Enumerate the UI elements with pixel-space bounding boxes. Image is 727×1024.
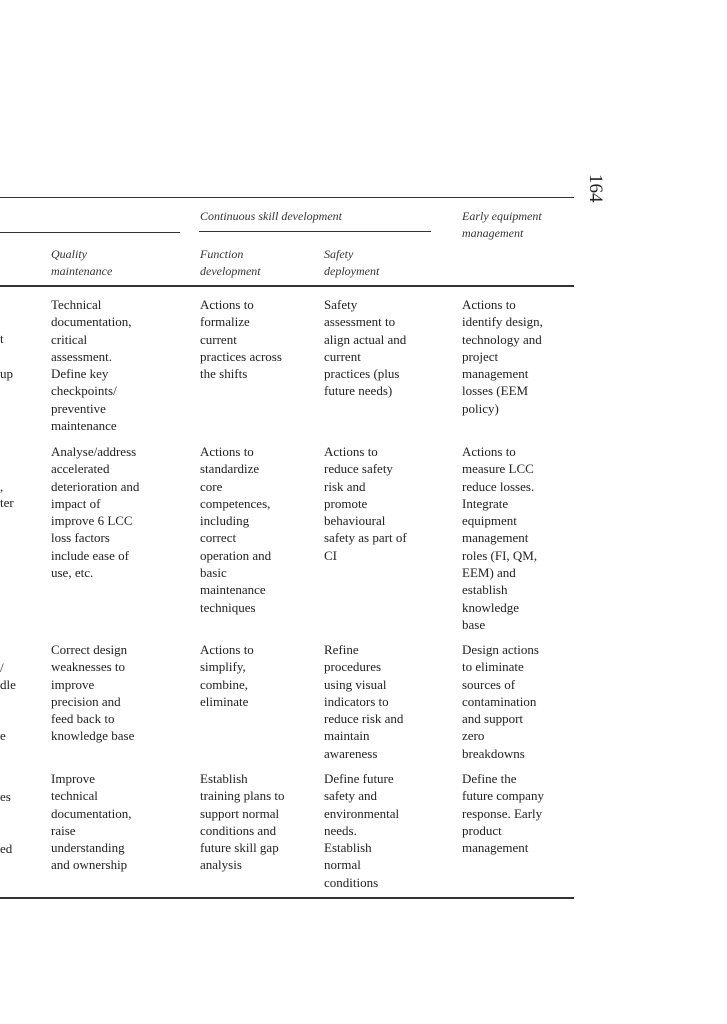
table-cell: Technical documentation, critical assessment. Define key checkpoints/ preventive maintenance [51, 297, 132, 434]
function-development-header: Function development [200, 247, 261, 278]
left-fragment: ed [0, 841, 13, 856]
early-equipment-header: Early equipment management [462, 209, 542, 240]
continuous-skill-rule [199, 231, 431, 232]
left-fragment: es [0, 789, 11, 804]
left-fragment: ter [0, 495, 14, 510]
left-fragment: dle [0, 677, 16, 692]
table-cell: Actions to standardize core competences, including correct operation and basic maintenance techniques [200, 444, 272, 615]
table-cell: Define future safety and environmental needs. Establish normal conditions [324, 771, 400, 890]
table-cell: Actions to simplify, combine, eliminate [200, 642, 254, 709]
table-cell: Safety assessment to align actual and current practices (plus future needs) [324, 297, 407, 399]
table-cell: Actions to identify design, technology and project management losses (EEM policy) [462, 297, 543, 416]
page-number: 164 [585, 174, 606, 203]
table-cell: Actions to measure LCC reduce losses. Integrate equipment management roles (FI, QM, EEM) and establish knowledge base [462, 444, 538, 632]
table-cell: Correct design weaknesses to improve precision and feed back to knowledge base [51, 642, 135, 744]
header-bottom-rule [0, 285, 574, 287]
safety-deployment-header: Safety deployment [324, 247, 380, 278]
table-cell: Define the future company response. Early product management [462, 771, 544, 856]
left-fragment: , [0, 479, 4, 494]
table-cell: Actions to formalize current practices across the shifts [200, 297, 282, 382]
table-cell: Refine procedures using visual indicators to reduce risk and maintain awareness [324, 642, 404, 761]
table-cell: Design actions to eliminate sources of contamination and support zero breakdowns [462, 642, 539, 761]
quality-maintenance-header: Quality maintenance [51, 247, 113, 278]
left-fragment: e [0, 728, 6, 743]
left-fragment: t [0, 331, 4, 346]
left-subgroup-rule [0, 232, 180, 233]
table-cell: Establish training plans to support normal conditions and future skill gap analysis [200, 771, 285, 873]
continuous-skill-header: Continuous skill development [200, 209, 342, 223]
left-fragment: up [0, 366, 13, 381]
table-bottom-rule [0, 897, 574, 899]
left-fragment: / [0, 660, 4, 675]
table-cell: Analyse/address accelerated deterioration and impact of improve 6 LCC loss factors include ease of use, etc. [51, 444, 140, 581]
table-cell: Actions to reduce safety risk and promote behavioural safety as part of CI [324, 444, 407, 563]
top-rule [0, 197, 574, 198]
table-cell: Improve technical documentation, raise understanding and ownership [51, 771, 132, 873]
